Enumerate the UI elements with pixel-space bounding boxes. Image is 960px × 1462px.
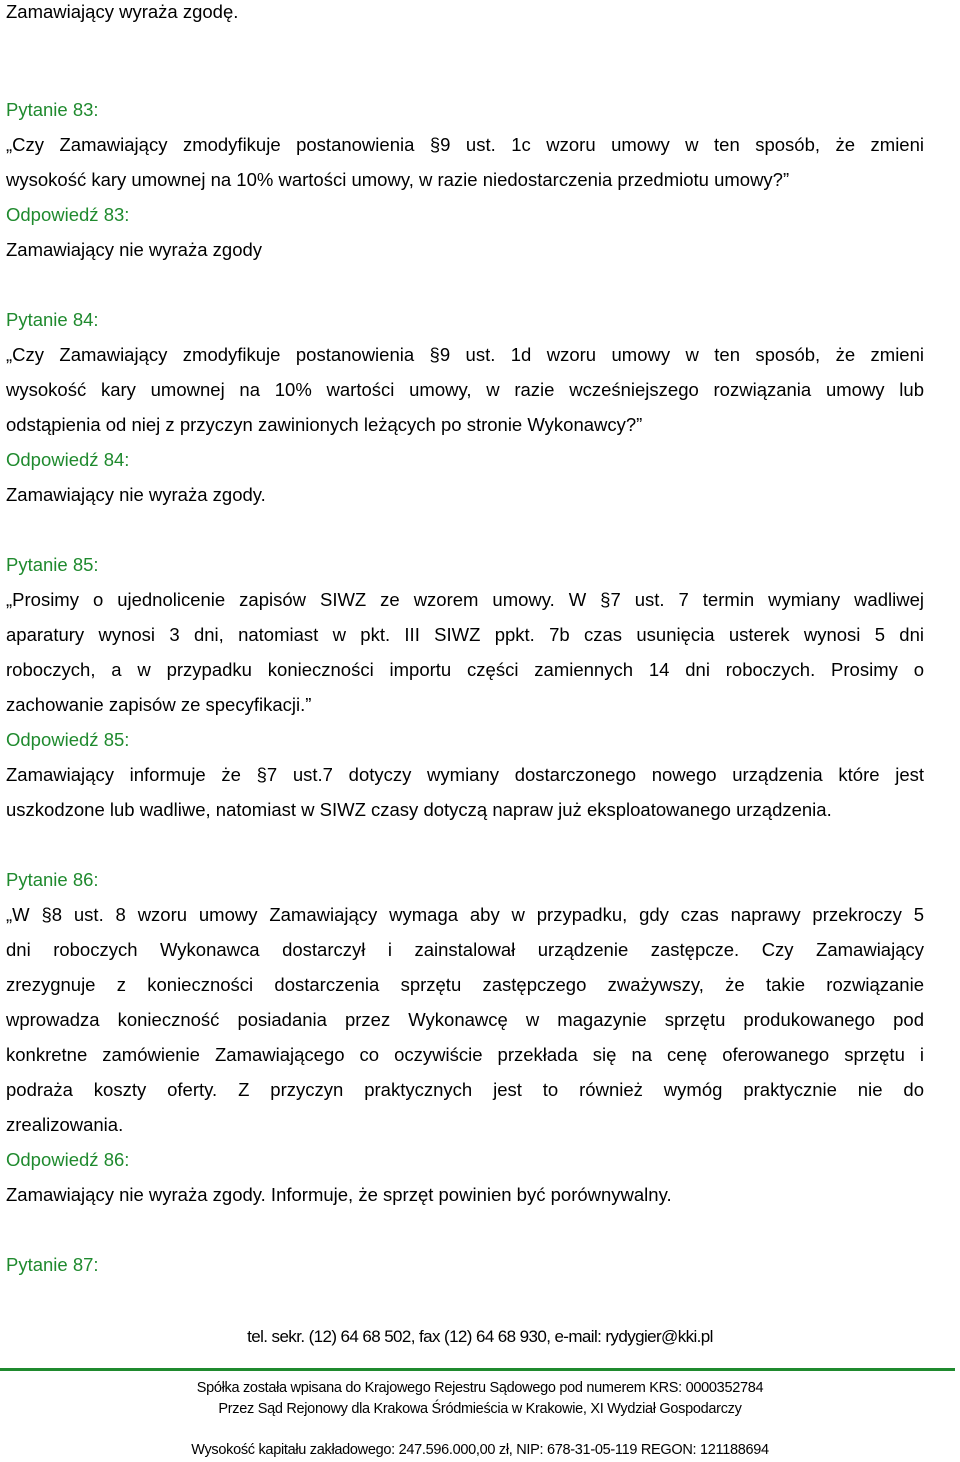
body-text-line: wysokość kary umownej na 10% wartości umowy, w razie wcześniejszego rozwiązania umowy lub	[6, 379, 924, 400]
section-heading: Odpowiedź 85:	[6, 729, 130, 750]
body-text-line: „Czy Zamawiający zmodyfikuje postanowienia §9 ust. 1d wzoru umowy w ten sposób, że zmieni	[6, 344, 924, 365]
section-heading: Pytanie 87:	[6, 1254, 99, 1275]
body-text-line: roboczych, a w przypadku konieczności importu części zamiennych 14 dni roboczych. Prosimy o	[6, 659, 924, 680]
body-text-line: „Czy Zamawiający zmodyfikuje postanowienia §9 ust. 1c wzoru umowy w ten sposób, że zmieni	[6, 134, 924, 155]
body-text-line: Zamawiający nie wyraża zgody. Informuje, że sprzęt powinien być porównywalny.	[6, 1184, 672, 1205]
section-heading: Odpowiedź 84:	[6, 449, 130, 470]
body-text-line: konkretne zamówienie Zamawiającego co oczywiście przekłada się na cenę oferowanego sprzętu i	[6, 1044, 924, 1065]
body-text-line: aparatury wynosi 3 dni, natomiast w pkt. III SIWZ ppkt. 7b czas usunięcia usterek wynosi 5 dni	[6, 624, 924, 645]
body-text-line: wprowadza konieczność posiadania przez Wykonawcę w magazynie sprzętu produkowanego pod	[6, 1009, 924, 1030]
section-heading: Pytanie 85:	[6, 554, 99, 575]
body-text-line: zrealizowania.	[6, 1114, 124, 1135]
footer-krs-line-1: Spółka została wpisana do Krajowego Rejestru Sądowego pod numerem KRS: 0000352784	[196, 1380, 764, 1396]
body-text-line: Zamawiający nie wyraża zgody	[6, 239, 263, 260]
section-heading: Pytanie 84:	[6, 309, 99, 330]
body-text-line: „W §8 ust. 8 wzoru umowy Zamawiający wymaga aby w przypadku, gdy czas naprawy przekroczy 5	[6, 904, 924, 925]
footer-krs-line-2: Przez Sąd Rejonowy dla Krakowa Śródmieścia w Krakowie, XI Wydział Gospodarczy	[218, 1401, 742, 1417]
body-text-line: uszkodzone lub wadliwe, natomiast w SIWZ czasy dotyczą napraw już eksploatowanego urządzenia.	[6, 799, 832, 820]
section-heading: Odpowiedź 86:	[6, 1149, 130, 1170]
body-text-line: dni roboczych Wykonawca dostarczył i zainstalował urządzenie zastępcze. Czy Zamawiający	[6, 939, 924, 960]
body-text-line: „Prosimy o ujednolicenie zapisów SIWZ ze wzorem umowy. W §7 ust. 7 termin wymiany wadliwej	[6, 589, 924, 610]
section-heading: Odpowiedź 83:	[6, 204, 130, 225]
body-text-line: Zamawiający wyraża zgodę.	[6, 1, 239, 22]
footer-divider	[0, 1368, 955, 1371]
body-text-line: podraża koszty oferty. Z przyczyn praktycznych jest to również wymóg praktycznie nie do	[6, 1079, 924, 1100]
section-heading: Pytanie 83:	[6, 99, 99, 120]
section-heading: Pytanie 86:	[6, 869, 99, 890]
body-text-line: Zamawiający nie wyraża zgody.	[6, 484, 266, 505]
footer-contact: tel. sekr. (12) 64 68 502, fax (12) 64 68 930, e-mail: rydygier@kki.pl	[247, 1327, 713, 1346]
body-text-line: Zamawiający informuje że §7 ust.7 dotyczy wymiany dostarczonego nowego urządzenia które jest	[6, 764, 924, 785]
body-text-line: zachowanie zapisów ze specyfikacji.”	[6, 694, 312, 715]
body-text-line: wysokość kary umownej na 10% wartości umowy, w razie niedostarczenia przedmiotu umowy?”	[6, 169, 790, 190]
body-text-line: zrezygnuje z konieczności dostarczenia sprzętu zastępczego zważywszy, że takie rozwiązanie	[6, 974, 924, 995]
footer-capital-line: Wysokość kapitału zakładowego: 247.596.000,00 zł, NIP: 678-31-05-119 REGON: 121188694	[191, 1442, 769, 1458]
body-text-line: odstąpienia od niej z przyczyn zawinionych leżących po stronie Wykonawcy?”	[6, 414, 643, 435]
